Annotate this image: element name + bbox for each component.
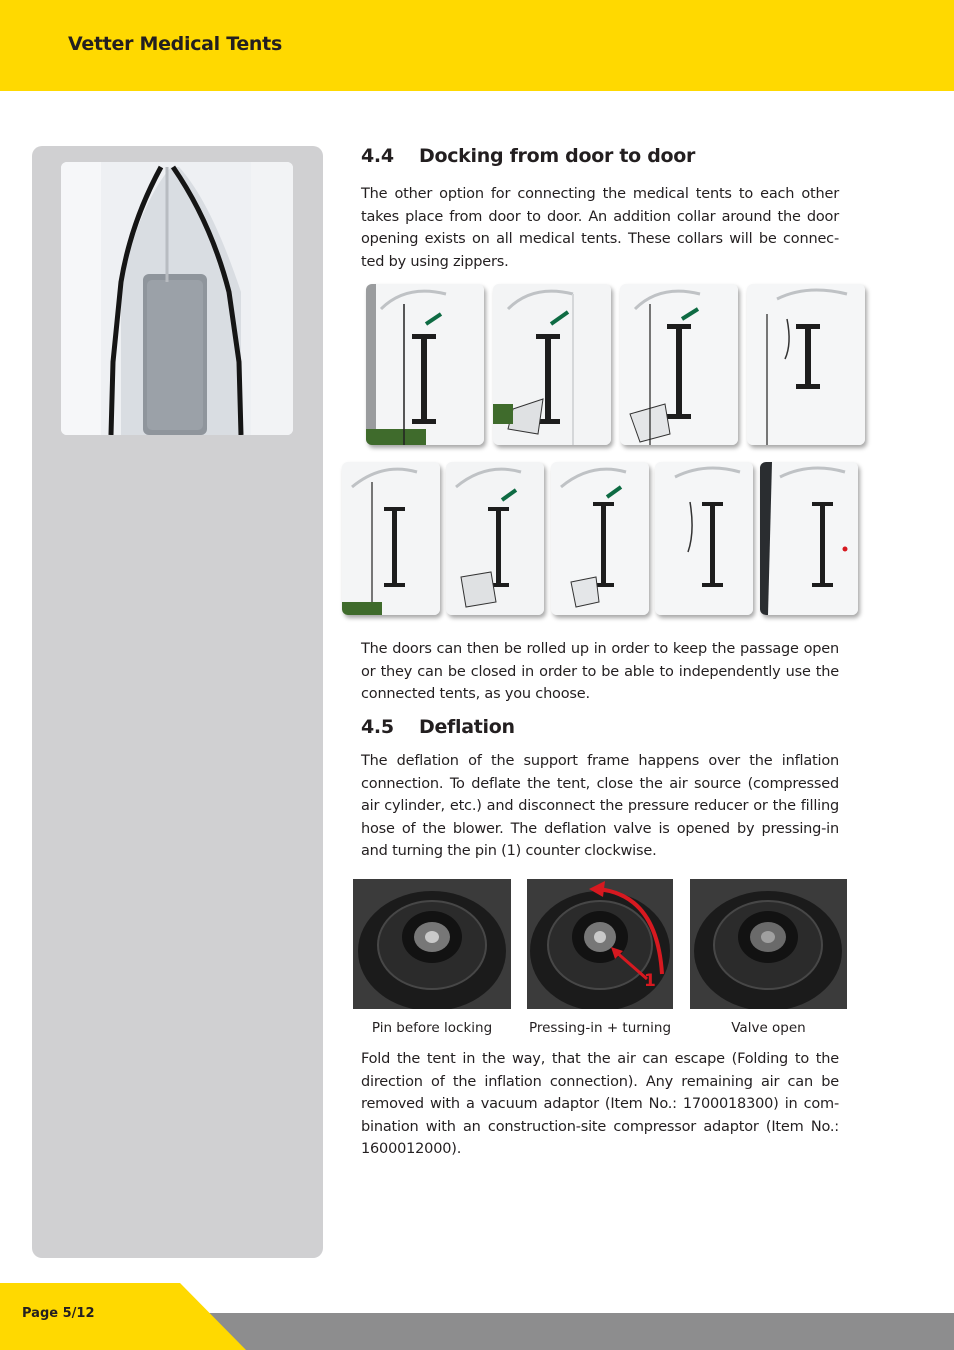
section-number: 4.4 (361, 145, 394, 167)
page-number: Page 5/12 (22, 1306, 95, 1321)
section-title: Deflation (419, 716, 515, 738)
docking-step-photo-4 (747, 284, 865, 445)
valve-photo-pressing-in-turning (527, 879, 673, 1009)
docking-step-photo-6 (446, 462, 544, 615)
docking-step-photo-2 (493, 284, 611, 445)
docking-step-photo-9 (760, 462, 858, 615)
docking-step-photo-8 (655, 462, 753, 615)
valve-caption-3: Valve open (731, 1020, 806, 1036)
docking-paragraph-2: The doors can then be rolled up in order to keep the passage open or they can be closed in order to be able to independently use the connected tents, as you choose. (361, 641, 839, 702)
valve-photo-before-locking (353, 879, 511, 1009)
docking-step-photo-5 (342, 462, 440, 615)
docking-step-photo-3 (620, 284, 738, 445)
valve-photo-valve-open (690, 879, 847, 1009)
section-title: Docking from door to door (419, 145, 696, 167)
docking-step-photo-7 (551, 462, 649, 615)
callout-number-label: 1 (644, 971, 656, 991)
header-bar (0, 0, 954, 91)
valve-caption-2: Pressing-in + turning (528, 1020, 672, 1036)
docking-paragraph-1: The other option for connecting the medical tents to each other takes place from door to door. An addition collar around the door opening exists on all medical tents. These collars will be connec-ted by using zippers. (361, 186, 839, 270)
valve-caption-1: Pin before locking (371, 1020, 493, 1036)
tent-door-photo (61, 162, 293, 435)
section-heading-4-4 (361, 145, 695, 167)
section-number: 4.5 (361, 716, 394, 738)
section-heading-4-5 (361, 716, 515, 738)
deflation-paragraph-1: The deflation of the support frame happens over the inflation connection. To deflate the tent, close the air source (compressed air cylinder, etc.) and disconnect the pressure reducer or the filling hose of the blower. The deflation valve is opened by pressing-in and turning the pin (1) counter clockwise. (361, 753, 839, 859)
docking-step-photo-1 (366, 284, 484, 445)
document-title: Vetter Medical Tents (68, 33, 282, 55)
deflation-paragraph-2: Fold the tent in the way, that the air can escape (Folding to the direction of the inflation connection). Any remaining air can be removed with a vacuum adaptor (Item No.: 1700018300) in com-bination with an construction-site compressor adaptor (Item No.: 1600012000). (361, 1051, 839, 1157)
